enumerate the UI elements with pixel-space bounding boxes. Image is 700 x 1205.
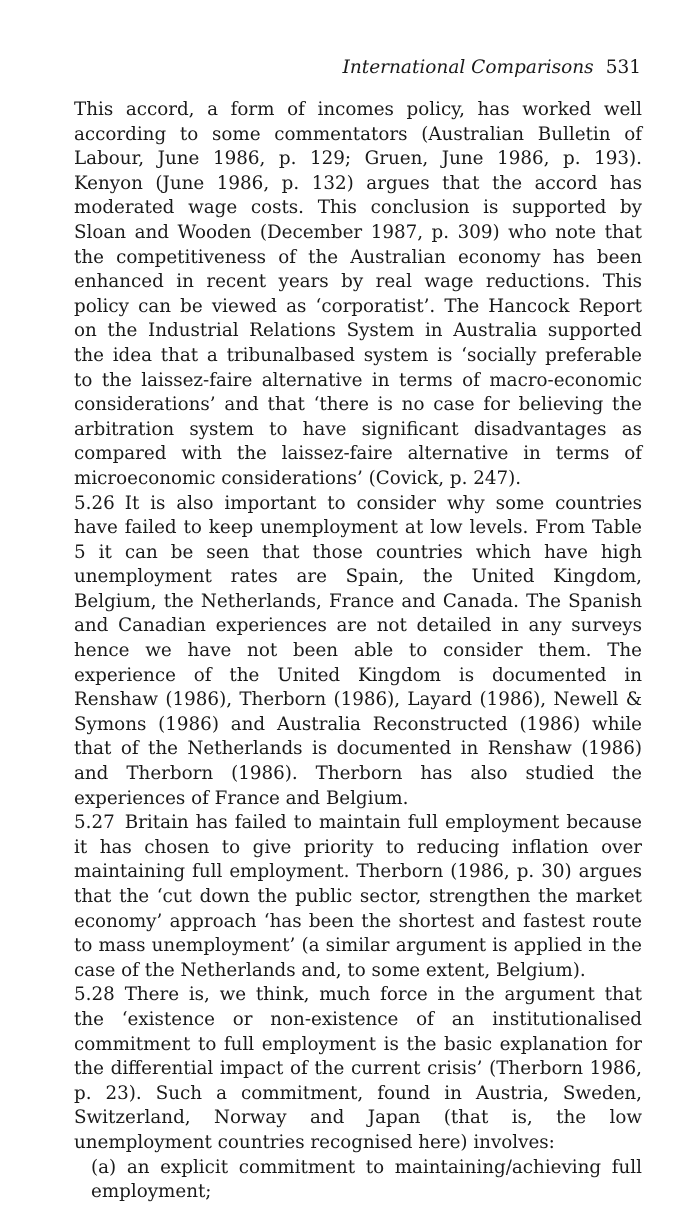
paragraph-number: 5.26 [74,492,115,514]
body-text [74,98,642,1205]
running-head [343,56,641,80]
paragraph-number: 5.27 [74,812,115,834]
paragraph-5-28 [74,983,642,1155]
list-marker: (a) [91,1156,117,1178]
paragraph [74,98,642,492]
list-item-text: an explicit commitment to maintaining/achieving full employment; [91,1156,642,1203]
paragraph-text: Britain has failed to maintain full employment because it has chosen to give priority to reducing inflation over maintaining full employment. Therborn (1986, p. 30) argues that the ‘cut down the public sector, strengthen the market economy’ approach ‘has been the shortest and fastest route to mass unemployment’ (a similar argument is applied in the case of the Netherlands and, to some extent, Belgium). [74,812,642,981]
page-number: 531 [605,57,641,78]
paragraph-text: There is, we think, much force in the argument that the ‘existence or non-existence of an institutionalised commitment to full employment is the basic explanation for the differential impact of the current crisis’ (Therborn 1986, p. 23). Such a commitment, found in Austria, Sweden, Switzerland, Norway and Japan (that is, the low unemployment countries recognised here) involves: [74,984,642,1153]
paragraph-number: 5.28 [74,984,115,1006]
list-item [74,1156,642,1205]
running-head-title: International Comparisons [342,57,594,78]
paragraph-text: This accord, a form of incomes policy, has worked well according to some commentators (Australian Bulletin of Labour, June 1986, p. 129; Gruen, June 1986, p. 193). Kenyon (June 1986, p. 132) argues that the accord has moderated wage costs. This conclusion is supported by Sloan and Wooden (December 1987, p. 309) who note that the competitiveness of the Australian economy has been enhanced in recent years by real wage reductions. This policy can be viewed as ‘corporatist’. The Hancock Report on the Industrial Relations System in Australia supported the idea that a tribunalbased system is ‘socially preferable to the laissez-faire alternative in terms of macro-economic considerations’ and that ‘there is no case for believing the arbitration system to have significant disadvantages as compared with the laissez-faire alternative in terms of microeconomic considerations’ (Covick, p. 247). [74,99,642,489]
paragraph-5-26 [74,492,642,812]
paragraph-text: It is also important to consider why some countries have failed to keep unemployment at low levels. From Table 5 it can be seen that those countries which have high unemployment rates are Spain, the United Kingdom, Belgium, the Netherlands, France and Canada. The Spanish and Canadian experiences are not detailed in any surveys hence we have not been able to consider them. The experience of the United Kingdom is documented in Renshaw (1986), Therborn (1986), Layard (1986), Newell & Symons (1986) and Australia Reconstructed (1986) while that of the Netherlands is documented in Renshaw (1986) and Therborn (1986). Therborn has also studied the experiences of France and Belgium. [74,492,642,809]
paragraph-5-27 [74,811,642,983]
